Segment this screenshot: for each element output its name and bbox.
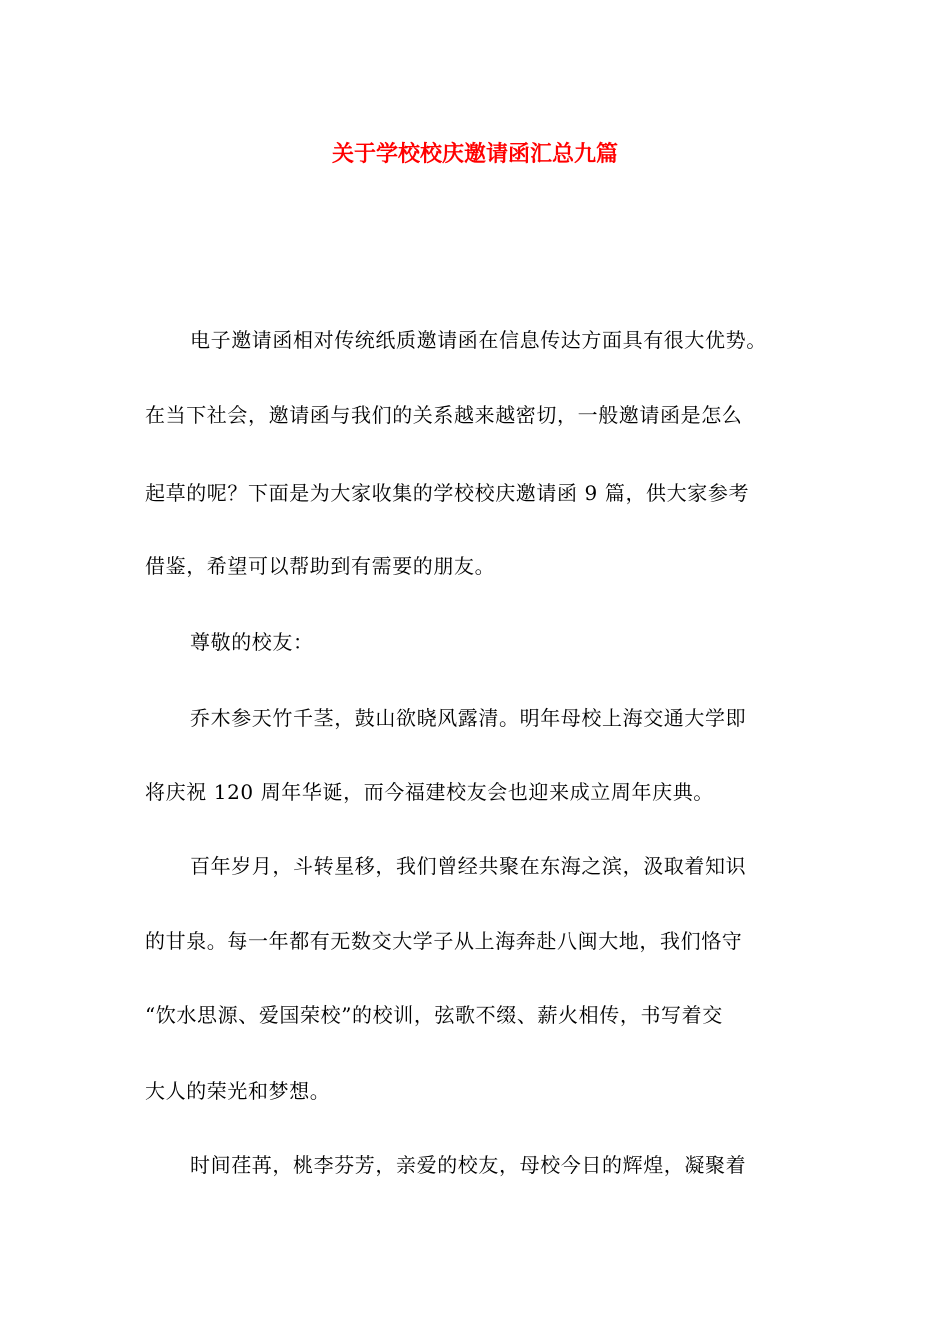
paragraph-line: 百年岁月，斗转星移，我们曾经共聚在东海之滨，汲取着知识 xyxy=(190,854,747,878)
paragraph-line: 将庆祝 120 周年华诞，而今福建校友会也迎来成立周年庆典。 xyxy=(145,780,714,804)
paragraph-line: 时间荏苒，桃李芬芳，亲爱的校友，母校今日的辉煌，凝聚着 xyxy=(190,1153,747,1177)
paragraph-line: 电子邀请函相对传统纸质邀请函在信息传达方面具有很大优势。 xyxy=(190,328,767,352)
paragraph-line: 借鉴，希望可以帮助到有需要的朋友。 xyxy=(145,554,496,578)
paragraph-line: 的甘泉。每一年都有无数交大学子从上海奔赴八闽大地，我们恪守 xyxy=(145,929,743,953)
paragraph-line: 乔木参天竹千茎，鼓山欲晓风露清。明年母校上海交通大学即 xyxy=(190,706,747,730)
paragraph-line: 在当下社会，邀请函与我们的关系越来越密切，一般邀请函是怎么 xyxy=(145,403,743,427)
paragraph-line: “饮水思源、爱国荣校”的校训，弦歌不缀、薪火相传，书写着交 xyxy=(145,1003,723,1027)
paragraph-line: 起草的呢？下面是为大家收集的学校校庆邀请函 9 篇，供大家参考 xyxy=(145,481,750,505)
salutation-line: 尊敬的校友： xyxy=(190,630,314,654)
document-title: 关于学校校庆邀请函汇总九篇 xyxy=(331,141,618,167)
paragraph-line: 大人的荣光和梦想。 xyxy=(145,1079,331,1103)
